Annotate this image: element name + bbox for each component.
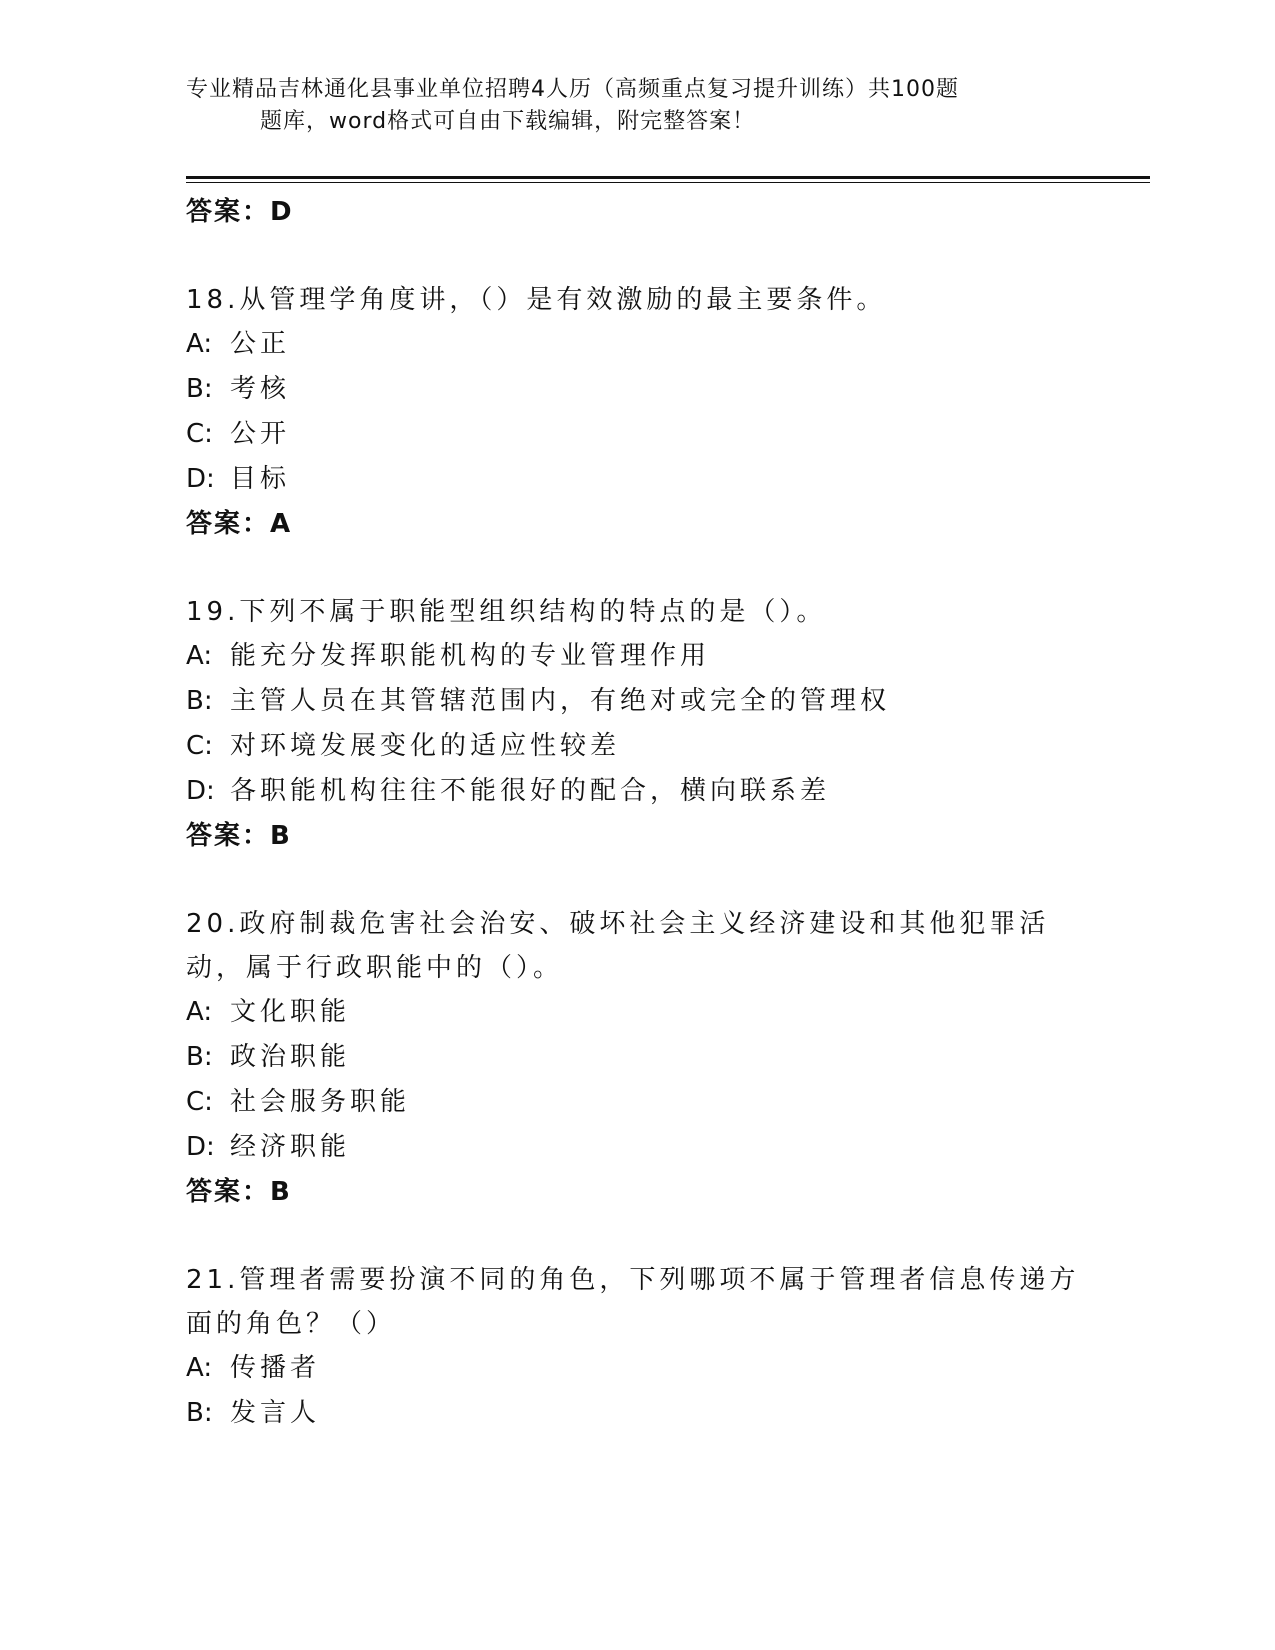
header-line-2: 题库，word格式可自由下载编辑，附完整答案！: [260, 109, 756, 134]
option-letter: A:: [186, 1353, 213, 1383]
option-text: 能充分发挥职能机构的专业管理作用: [230, 641, 711, 671]
option-letter: C:: [186, 419, 213, 449]
question-text: 19.下列不属于职能型组织结构的特点的是（）。: [186, 597, 827, 627]
answer-line: 答案：B: [186, 1177, 292, 1207]
question-19: [186, 590, 1086, 858]
option-letter: C:: [186, 1087, 213, 1117]
option-letter: A:: [186, 997, 213, 1027]
question-text: 21.管理者需要扮演不同的角色，下列哪项不属于管理者信息传递方面的角色？（）: [186, 1265, 1080, 1339]
option-d: [186, 1125, 1086, 1170]
option-letter: D:: [186, 776, 215, 806]
option-b: [186, 1035, 1086, 1080]
option-a: [186, 322, 1086, 367]
question-21: [186, 1258, 1086, 1436]
option-letter: A:: [186, 641, 213, 671]
option-b: [186, 367, 1086, 412]
option-a: [186, 634, 1086, 679]
option-text: 政治职能: [230, 1042, 351, 1072]
option-letter: A:: [186, 329, 213, 359]
option-letter: B:: [186, 1042, 213, 1072]
answer-line: 答案：D: [186, 197, 294, 227]
option-text: 社会服务职能: [230, 1087, 411, 1117]
option-text: 各职能机构往往不能很好的配合，横向联系差: [230, 776, 831, 806]
document-body: [186, 190, 1086, 1480]
document-header: [186, 74, 1066, 138]
option-text: 对环境发展变化的适应性较差: [230, 731, 621, 761]
option-letter: C:: [186, 731, 213, 761]
question-text: 20.政府制裁危害社会治安、破坏社会主义经济建设和其他犯罪活动，属于行政职能中的（）。: [186, 909, 1050, 983]
option-text: 公开: [230, 419, 291, 449]
option-letter: B:: [186, 374, 213, 404]
answer-line: 答案：B: [186, 821, 292, 851]
option-text: 主管人员在其管辖范围内，有绝对或完全的管理权: [230, 686, 891, 716]
option-d: [186, 457, 1086, 502]
option-letter: D:: [186, 464, 215, 494]
option-text: 发言人: [230, 1398, 321, 1428]
option-text: 文化职能: [230, 997, 351, 1027]
option-d: [186, 769, 1086, 814]
question-text: 18.从管理学角度讲，（）是有效激励的最主要条件。: [186, 285, 887, 315]
option-letter: B:: [186, 1398, 213, 1428]
option-c: [186, 412, 1086, 457]
header-rule-thick: [186, 176, 1150, 179]
question-18: [186, 278, 1086, 546]
option-text: 考核: [230, 374, 291, 404]
option-text: 传播者: [230, 1353, 321, 1383]
option-text: 经济职能: [230, 1132, 351, 1162]
option-text: 公正: [230, 329, 291, 359]
answer-line: 答案：A: [186, 509, 293, 539]
option-letter: B:: [186, 686, 213, 716]
option-letter: D:: [186, 1132, 215, 1162]
option-c: [186, 1080, 1086, 1125]
option-b: [186, 1391, 1086, 1436]
option-text: 目标: [230, 464, 291, 494]
header-line-1: 专业精品吉林通化县事业单位招聘4人历（高频重点复习提升训练）共100题: [186, 77, 959, 102]
option-c: [186, 724, 1086, 769]
option-a: [186, 990, 1086, 1035]
option-a: [186, 1346, 1086, 1391]
option-b: [186, 679, 1086, 724]
question-20: [186, 902, 1086, 1214]
header-rule-thin: [186, 182, 1150, 183]
